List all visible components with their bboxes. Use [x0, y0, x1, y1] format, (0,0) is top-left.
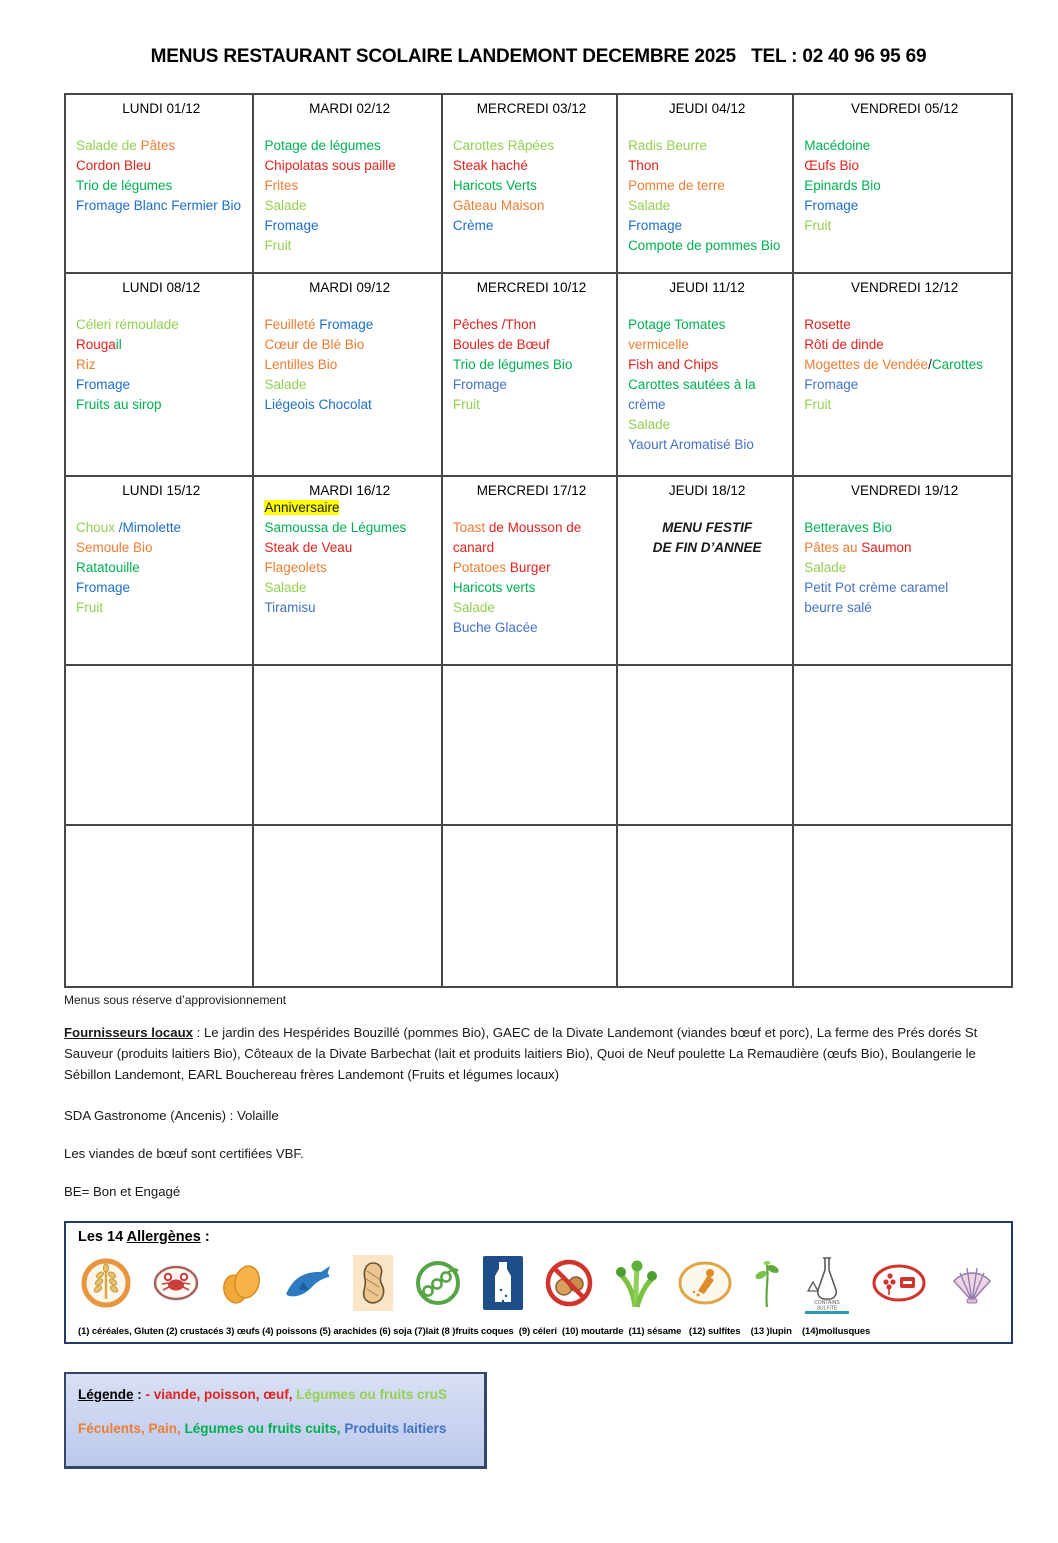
menu-text-part: Rôti de dinde — [804, 337, 884, 352]
menu-text-part: Boules de Bœuf — [452, 337, 550, 352]
menu-item — [76, 538, 246, 558]
svg-text:CONTAINS: CONTAINS — [814, 1300, 841, 1306]
menu-text-part: /Mimolette — [118, 520, 182, 535]
menu-item — [628, 196, 786, 216]
tree-nuts-icon — [544, 1258, 594, 1308]
day-header: MARDI 02/12 — [309, 101, 391, 116]
menu-text-part: Potage de légumes — [264, 138, 381, 153]
sda-line: SDA Gastronome (Ancenis) : Volaille — [64, 1108, 279, 1123]
day-header: MERCREDI 10/12 — [476, 280, 587, 295]
menu-text-part: Fromage — [264, 218, 319, 233]
svg-text:SULFITE: SULFITE — [817, 1305, 838, 1312]
menu-text-part: Burger — [509, 560, 551, 575]
menu-item — [264, 498, 434, 518]
menu-item — [76, 375, 246, 395]
menu-item — [76, 196, 246, 216]
menu-text-part: Trio de légumes Bio — [452, 357, 573, 372]
allergen-icons-row — [78, 1245, 999, 1321]
menu-text-part: Produits laitiers — [344, 1421, 447, 1436]
day-cell — [65, 273, 253, 476]
menu-text-part: Pomme de terre — [628, 178, 725, 193]
menu-item — [628, 236, 786, 256]
menu-item — [804, 375, 1005, 395]
fish-icon — [283, 1262, 333, 1304]
menu-text-part: il — [115, 337, 122, 352]
menu-text-part: Fruits au sirop — [76, 397, 162, 412]
menu-text-part: Fromage — [804, 377, 859, 392]
menu-text-part: Flageolets — [264, 560, 327, 575]
menu-item — [628, 415, 786, 435]
menu-text-part: Céleri rémoulade — [76, 317, 179, 332]
sesame-icon — [752, 1257, 782, 1309]
menu-item — [804, 136, 1005, 156]
menu-item — [264, 156, 434, 176]
day-cell — [253, 273, 441, 476]
menu-item — [453, 176, 610, 196]
menu-text-part: Salade — [628, 198, 671, 213]
allergens-box — [64, 1221, 1013, 1344]
menu-text-part: Salade — [264, 580, 307, 595]
menu-text-part: Pâtes au — [804, 540, 862, 555]
menu-item — [453, 375, 610, 395]
menu-item — [804, 176, 1005, 196]
menu-item — [264, 216, 434, 236]
menu-item — [76, 355, 246, 375]
menu-item — [628, 518, 786, 538]
day-cell — [793, 94, 1012, 273]
menu-item — [264, 538, 434, 558]
suppliers-text: : Le jardin des Hespérides Bouzillé (pommes Bio), GAEC de la Divate Landemont (viandes bœuf et porc), La ferme des Prés dorés St Sauveur (produits laitiers Bio), Côteaux de la Divate Barbechat (lait et produits laitiers Bio), Quoi de Neuf poulette La Remaudière (œufs Bio), Boulangerie le Sébillon Landemont, EARL Bouchereau frères Landemont (Fruits et légumes locaux) — [64, 1025, 978, 1082]
menu-text-part: Fruit — [452, 397, 480, 412]
menu-text-part: / — [928, 357, 932, 372]
menu-text-part: Potage Tomates — [628, 317, 726, 332]
menu-text-part: Toast — [452, 520, 489, 535]
menu-item — [628, 216, 786, 236]
molluscs-icon — [947, 1261, 997, 1305]
day-header: LUNDI 01/12 — [122, 101, 201, 116]
menu-text-part: Salade — [264, 198, 307, 213]
menu-text-part: Riz — [76, 357, 96, 372]
menu-text-part: Thon — [628, 158, 659, 173]
menu-item — [76, 136, 246, 156]
week-row — [65, 273, 1012, 476]
menu-item — [76, 518, 246, 538]
menu-item — [453, 578, 610, 598]
menu-item — [76, 176, 246, 196]
menu-text-part: Semoule Bio — [76, 540, 153, 555]
menu-text-part: Fromage — [804, 198, 859, 213]
menu-text-part: Œufs Bio — [804, 158, 859, 173]
menu-text-part: Tiramisu — [264, 600, 316, 615]
menu-text-part: Choux — [76, 520, 119, 535]
menu-text-part: Fruit — [264, 238, 292, 253]
menu-item — [453, 136, 610, 156]
menu-item — [453, 518, 610, 558]
menu-text-part: Fromage — [628, 218, 683, 233]
menu-text-part: Mogettes de Vendée — [804, 357, 929, 372]
menu-item — [804, 598, 1005, 618]
empty-cell — [793, 665, 1012, 825]
menu-text-part: Fruit — [804, 397, 832, 412]
day-header: JEUDI 11/12 — [669, 280, 745, 295]
day-header: MERCREDI 03/12 — [476, 101, 587, 116]
menu-item — [264, 236, 434, 256]
week-row — [65, 476, 1012, 665]
peanut-icon — [353, 1255, 393, 1311]
day-header: JEUDI 04/12 — [668, 101, 746, 116]
menu-text-part: Petit Pot crème caramel — [804, 580, 949, 595]
menu-text-part: Salade — [264, 377, 307, 392]
menu-text-part: Fromage Blanc Fermier Bio — [76, 198, 242, 213]
menu-item — [264, 315, 434, 335]
day-cell — [253, 476, 441, 665]
menu-item — [264, 355, 434, 375]
suppliers-paragraph — [64, 1022, 1013, 1085]
menu-text-part: vermicelle — [628, 337, 689, 352]
mustard-icon — [678, 1261, 732, 1305]
crustaceans-icon — [153, 1265, 199, 1301]
menu-text-part: Légumes ou fruits cuits, — [184, 1421, 345, 1436]
menu-table — [64, 93, 1013, 988]
menu-item — [453, 395, 610, 415]
menu-text-part: Compote de pommes Bio — [628, 238, 781, 253]
cereal-gluten-icon — [80, 1257, 132, 1309]
allergens-title: Les 14 Allergènes : — [78, 1229, 210, 1245]
menu-item — [453, 315, 610, 335]
day-cell — [253, 94, 441, 273]
be-line: BE= Bon et Engagé — [64, 1184, 181, 1199]
menu-item — [804, 538, 1005, 558]
page-title: MENUS RESTAURANT SCOLAIRE LANDEMONT DECEMBRE 2025 TEL : 02 40 96 95 69 — [150, 46, 927, 67]
menu-text-part: DE FIN D’ANNEE — [652, 540, 762, 555]
day-header: MERCREDI 17/12 — [476, 483, 587, 498]
menu-item — [76, 395, 246, 415]
menu-text-part: Liégeois Chocolat — [264, 397, 372, 412]
empty-cell — [442, 665, 617, 825]
soy-icon — [414, 1259, 462, 1307]
menu-text-part: Rosette — [804, 317, 851, 332]
menu-text-part: Fruit — [76, 600, 103, 615]
week-row — [65, 94, 1012, 273]
menu-item — [628, 315, 786, 335]
menu-text-part: Fromage — [452, 377, 507, 392]
allergens-caption: (1) céréales, Gluten (2) crustacés 3) œufs (4) poissons (5) arachides (6) soja (7)lait (8 )fruits coques (9) céleri (10) moutarde (11) sésame (12) sulfites (13 )lupin (14)mollusques — [78, 1326, 871, 1337]
menu-text-part: MENU FESTIF — [662, 520, 753, 535]
day-cell — [617, 476, 793, 665]
day-header: JEUDI 18/12 — [668, 483, 746, 498]
menu-text-part: Féculents, Pain, — [78, 1421, 185, 1436]
day-cell — [617, 273, 793, 476]
menu-text-part: Feuilleté — [264, 317, 320, 332]
menu-item — [264, 136, 434, 156]
day-cell — [793, 476, 1012, 665]
menu-text-part: Yaourt Aromatisé Bio — [628, 437, 754, 452]
legend-label: Légende — [78, 1387, 134, 1402]
menu-item — [453, 156, 610, 176]
menu-text-part: Fromage — [319, 317, 374, 332]
empty-cell — [617, 825, 793, 987]
menu-item — [76, 558, 246, 578]
day-cell — [442, 94, 617, 273]
menu-text-part: Carottes sautées à la — [628, 377, 756, 392]
menu-text-part: Radis Beurre — [628, 138, 707, 153]
day-header: LUNDI 08/12 — [122, 280, 201, 295]
menu-text-part: beurre salé — [804, 600, 872, 615]
menu-text-part: Anniversaire — [264, 500, 340, 515]
menu-text-part: Fromage — [76, 377, 131, 392]
menu-item — [804, 578, 1005, 598]
menu-item — [76, 578, 246, 598]
menu-item — [804, 156, 1005, 176]
menu-item — [453, 196, 610, 216]
menu-item — [628, 156, 786, 176]
menu-item — [453, 558, 610, 578]
empty-week-row — [65, 825, 1012, 987]
menu-item — [453, 598, 610, 618]
menu-text-part: Pâtes — [140, 138, 176, 153]
menu-text-part: - viande, poisson, œuf, — [145, 1387, 297, 1402]
menu-item — [76, 335, 246, 355]
menu-text-part: crème — [628, 397, 666, 412]
menu-text-part: Haricots Verts — [452, 178, 537, 193]
menu-text-part: Cœur de Blé Bio — [264, 337, 365, 352]
menu-text-part: Chipolatas sous paille — [264, 158, 396, 173]
menu-text-part: Fish and Chips — [628, 357, 719, 372]
menu-text-part: Salade — [628, 417, 671, 432]
legend-box — [64, 1372, 487, 1469]
menu-item — [453, 618, 610, 638]
menu-item — [804, 315, 1005, 335]
eggs-icon — [220, 1258, 262, 1308]
menu-text-part: Betteraves Bio — [804, 520, 892, 535]
menu-item — [264, 598, 434, 618]
menu-item — [628, 335, 786, 355]
menu-item — [628, 136, 786, 156]
menu-item — [453, 216, 610, 236]
day-header: VENDREDI 05/12 — [850, 101, 959, 116]
day-header: MARDI 09/12 — [309, 280, 391, 295]
empty-cell — [253, 825, 441, 987]
menu-text-part: Potatoes — [452, 560, 510, 575]
supply-note: Menus sous réserve d’approvisionnement — [64, 993, 287, 1007]
menu-text-part: Macédoine — [804, 138, 871, 153]
legend-line-2 — [78, 1419, 472, 1439]
menu-text-part: Steak de Veau — [264, 540, 353, 555]
menu-item — [264, 395, 434, 415]
sulfites-icon — [803, 1252, 851, 1314]
menu-text-part: Carottes Râpées — [452, 138, 555, 153]
menu-item — [628, 176, 786, 196]
day-header: VENDREDI 12/12 — [850, 280, 959, 295]
day-cell — [65, 94, 253, 273]
menu-text-part: de Mousson de canard — [452, 520, 582, 555]
menu-item — [264, 518, 434, 538]
day-cell — [442, 273, 617, 476]
menu-item — [628, 375, 786, 415]
menu-text-part: Samoussa de Légumes — [264, 520, 407, 535]
menu-text-part: Crème — [452, 218, 494, 233]
menu-item — [804, 395, 1005, 415]
day-cell — [617, 94, 793, 273]
menu-text-part: Lentilles Bio — [264, 357, 338, 372]
menu-text-part: Epinards Bio — [804, 178, 881, 193]
menu-item — [453, 335, 610, 355]
menu-item — [76, 598, 246, 618]
menu-item — [804, 558, 1005, 578]
menu-text-part: Fromage — [76, 580, 131, 595]
celery-icon — [615, 1257, 657, 1309]
menu-text-part: Rouga — [76, 337, 116, 352]
menu-item — [264, 558, 434, 578]
menu-item — [264, 335, 434, 355]
suppliers-label: Fournisseurs locaux — [64, 1025, 193, 1040]
menu-item — [264, 578, 434, 598]
menu-item — [264, 176, 434, 196]
menu-document — [64, 46, 1013, 1469]
menu-item — [76, 156, 246, 176]
lupin-icon — [872, 1264, 926, 1302]
menu-text-part: : — [133, 1387, 146, 1402]
menu-item — [804, 216, 1005, 236]
menu-text-part: Buche Glacée — [452, 620, 538, 635]
menu-item — [264, 196, 434, 216]
menu-text-part: Gâteau Maison — [452, 198, 545, 213]
vbf-line: Les viandes de bœuf sont certifiées VBF. — [64, 1146, 304, 1161]
day-header: MARDI 16/12 — [309, 483, 391, 498]
menu-item — [628, 355, 786, 375]
menu-item — [628, 435, 786, 455]
menu-item — [453, 355, 610, 375]
day-cell — [793, 273, 1012, 476]
empty-cell — [793, 825, 1012, 987]
milk-icon — [483, 1256, 523, 1310]
empty-week-row — [65, 665, 1012, 825]
menu-item — [804, 335, 1005, 355]
menu-text-part: Saumon — [861, 540, 912, 555]
menu-text-part: Frites — [264, 178, 299, 193]
empty-cell — [65, 665, 253, 825]
legend-line-1 — [78, 1385, 472, 1405]
menu-text-part: Cordon Bleu — [76, 158, 152, 173]
day-header: VENDREDI 19/12 — [850, 483, 959, 498]
menu-text-part: Carottes — [931, 357, 983, 372]
empty-cell — [442, 825, 617, 987]
menu-text-part: Pêches /Thon — [452, 317, 537, 332]
empty-cell — [253, 665, 441, 825]
menu-text-part: Haricots verts — [452, 580, 536, 595]
day-cell — [442, 476, 617, 665]
menu-item — [76, 315, 246, 335]
menu-text-part: Fruit — [804, 218, 832, 233]
day-header: LUNDI 15/12 — [122, 483, 201, 498]
menu-item — [804, 355, 1005, 375]
menu-text-part: Steak haché — [452, 158, 528, 173]
menu-item — [628, 538, 786, 558]
menu-item — [264, 375, 434, 395]
menu-text-part: Trio de légumes — [76, 178, 173, 193]
menu-text-part: Salade de — [76, 138, 141, 153]
menu-item — [804, 518, 1005, 538]
empty-cell — [65, 825, 253, 987]
menu-text-part: Légumes ou fruits cruS — [296, 1387, 448, 1402]
menu-text-part: Salade — [804, 560, 847, 575]
menu-text-part: Ratatouille — [76, 560, 140, 575]
menu-item — [804, 196, 1005, 216]
menu-text-part: Salade — [452, 600, 495, 615]
empty-cell — [617, 665, 793, 825]
day-cell — [65, 476, 253, 665]
